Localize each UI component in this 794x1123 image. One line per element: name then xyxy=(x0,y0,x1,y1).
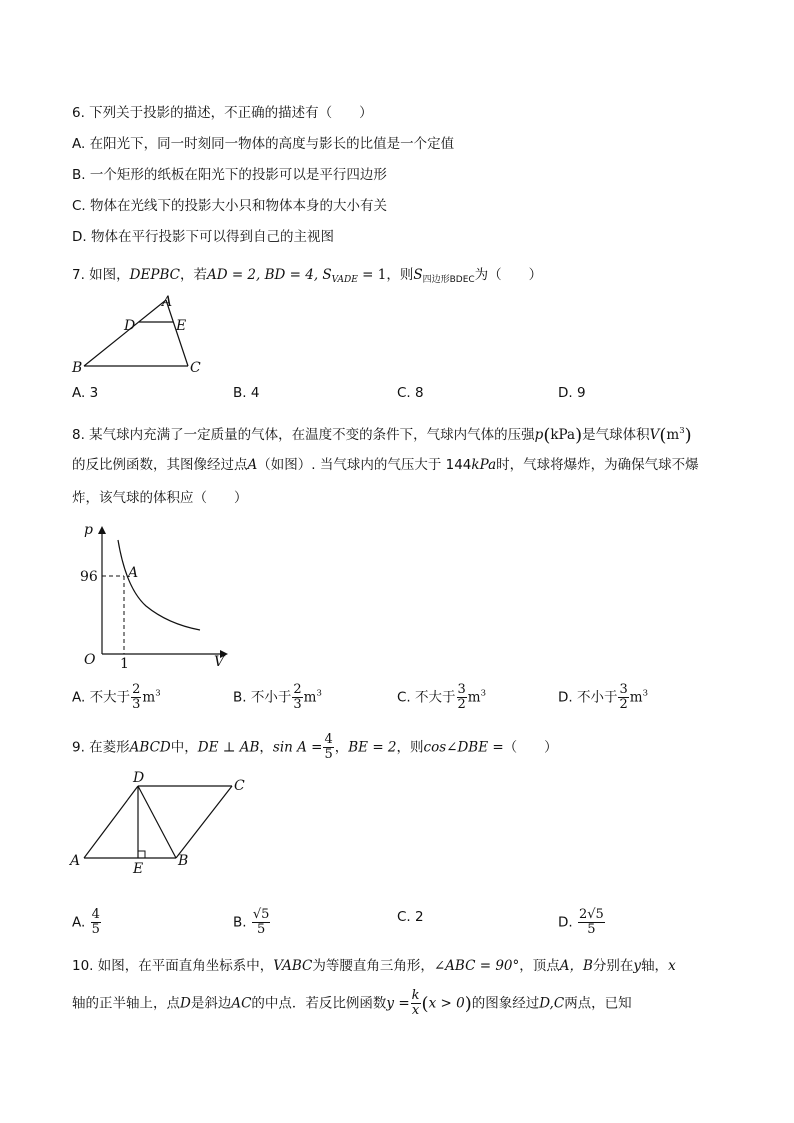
q7-option-d: D. 9 xyxy=(558,385,586,401)
q8-axis-v: V xyxy=(214,654,225,670)
q9-label-b: B xyxy=(178,853,189,869)
q9-rhombus-figure xyxy=(66,768,266,880)
q7-triangle-figure xyxy=(68,292,208,374)
q7-label-b: B xyxy=(72,360,83,374)
q9-stem: 9. 在菱形ABCD中，DE ⊥ AB，sin A = $\frac{4}{5}$ ，BE = 2，则cos∠DBE =（ ） xyxy=(72,732,558,762)
q10-line-2: 轴的正半轴上，点D是斜边AC的中点．若反比例函数y = $\frac{k}{x}$ (x > 0)的图象经过D,C两点，已知 xyxy=(72,988,632,1018)
q8-line-3: 炸，该气球的体积应（ ） xyxy=(72,490,248,506)
q8-graph xyxy=(76,518,236,670)
q7-option-c: C. 8 xyxy=(397,385,424,401)
q7-option-b: B. 4 xyxy=(233,385,260,401)
q8-tick-1: 1 xyxy=(120,656,129,670)
q7-label-c: C xyxy=(190,360,201,374)
q8-option-b: B. 不小于 $\frac{2}{3}$ $m^3$ xyxy=(233,682,322,712)
q8-line-1: 8. 某气球内充满了一定质量的气体，在温度不变的条件下，气球内气体的压强p(kPa)是气球体积$V(m^3)$ xyxy=(72,425,692,446)
q8-axis-p: p xyxy=(84,522,93,538)
q9-label-a: A xyxy=(70,853,81,869)
q9-label-d: D xyxy=(133,770,145,786)
q7-label-d: D xyxy=(124,318,136,334)
q9-label-e: E xyxy=(133,861,144,877)
q6-option-b: B. 一个矩形的纸板在阳光下的投影可以是平行四边形 xyxy=(72,167,387,183)
q6-option-c: C. 物体在光线下的投影大小只和物体本身的大小有关 xyxy=(72,198,388,214)
q8-line-2: 的反比例函数，其图像经过点A（如图）. 当气球内的气压大于 144kPa时，气球将爆炸，为确保气球不爆 xyxy=(72,457,699,473)
q8-point-a: A xyxy=(128,565,139,581)
q10-line-1: 10. 如图，在平面直角坐标系中，VABC为等腰直角三角形，∠ABC = 90°，顶点A，B分别在y轴，x xyxy=(72,958,676,974)
q8-origin: O xyxy=(84,652,96,668)
q8-option-d: D. 不小于 $\frac{3}{2}$ $m^3$ xyxy=(558,682,648,712)
q8-option-a: A. 不大于 $\frac{2}{3}$ $m^3$ xyxy=(72,682,161,712)
q9-option-b: B. $\frac{√5}{5}$ xyxy=(233,907,270,937)
q9-label-c: C xyxy=(234,778,245,794)
q8-tick-96: 96 xyxy=(80,569,98,585)
q9-option-c: C. 2 xyxy=(397,909,424,925)
q9-option-a: A. $\frac{4}{5}$ xyxy=(72,907,100,937)
q7-label-e: E xyxy=(176,318,187,334)
q7-option-a: A. 3 xyxy=(72,385,99,401)
q7-stem: 7. 如图，DEPBC，若AD = 2, BD = 4, $S_{VADE} = 1$，则$S_{四边形BDEC}$为（ ） xyxy=(72,267,543,285)
q6-stem: 6. 下列关于投影的描述，不正确的描述有（ ） xyxy=(72,105,373,121)
q6-option-a: A. 在阳光下，同一时刻同一物体的高度与影长的比值是一个定值 xyxy=(72,136,455,152)
q6-option-d: D. 物体在平行投影下可以得到自己的主视图 xyxy=(72,229,334,245)
q9-option-d: D. $\frac{2√5}{5}$ xyxy=(558,907,604,937)
q8-option-c: C. 不大于 $\frac{3}{2}$ $m^3$ xyxy=(397,682,487,712)
q7-label-a: A xyxy=(162,294,173,310)
